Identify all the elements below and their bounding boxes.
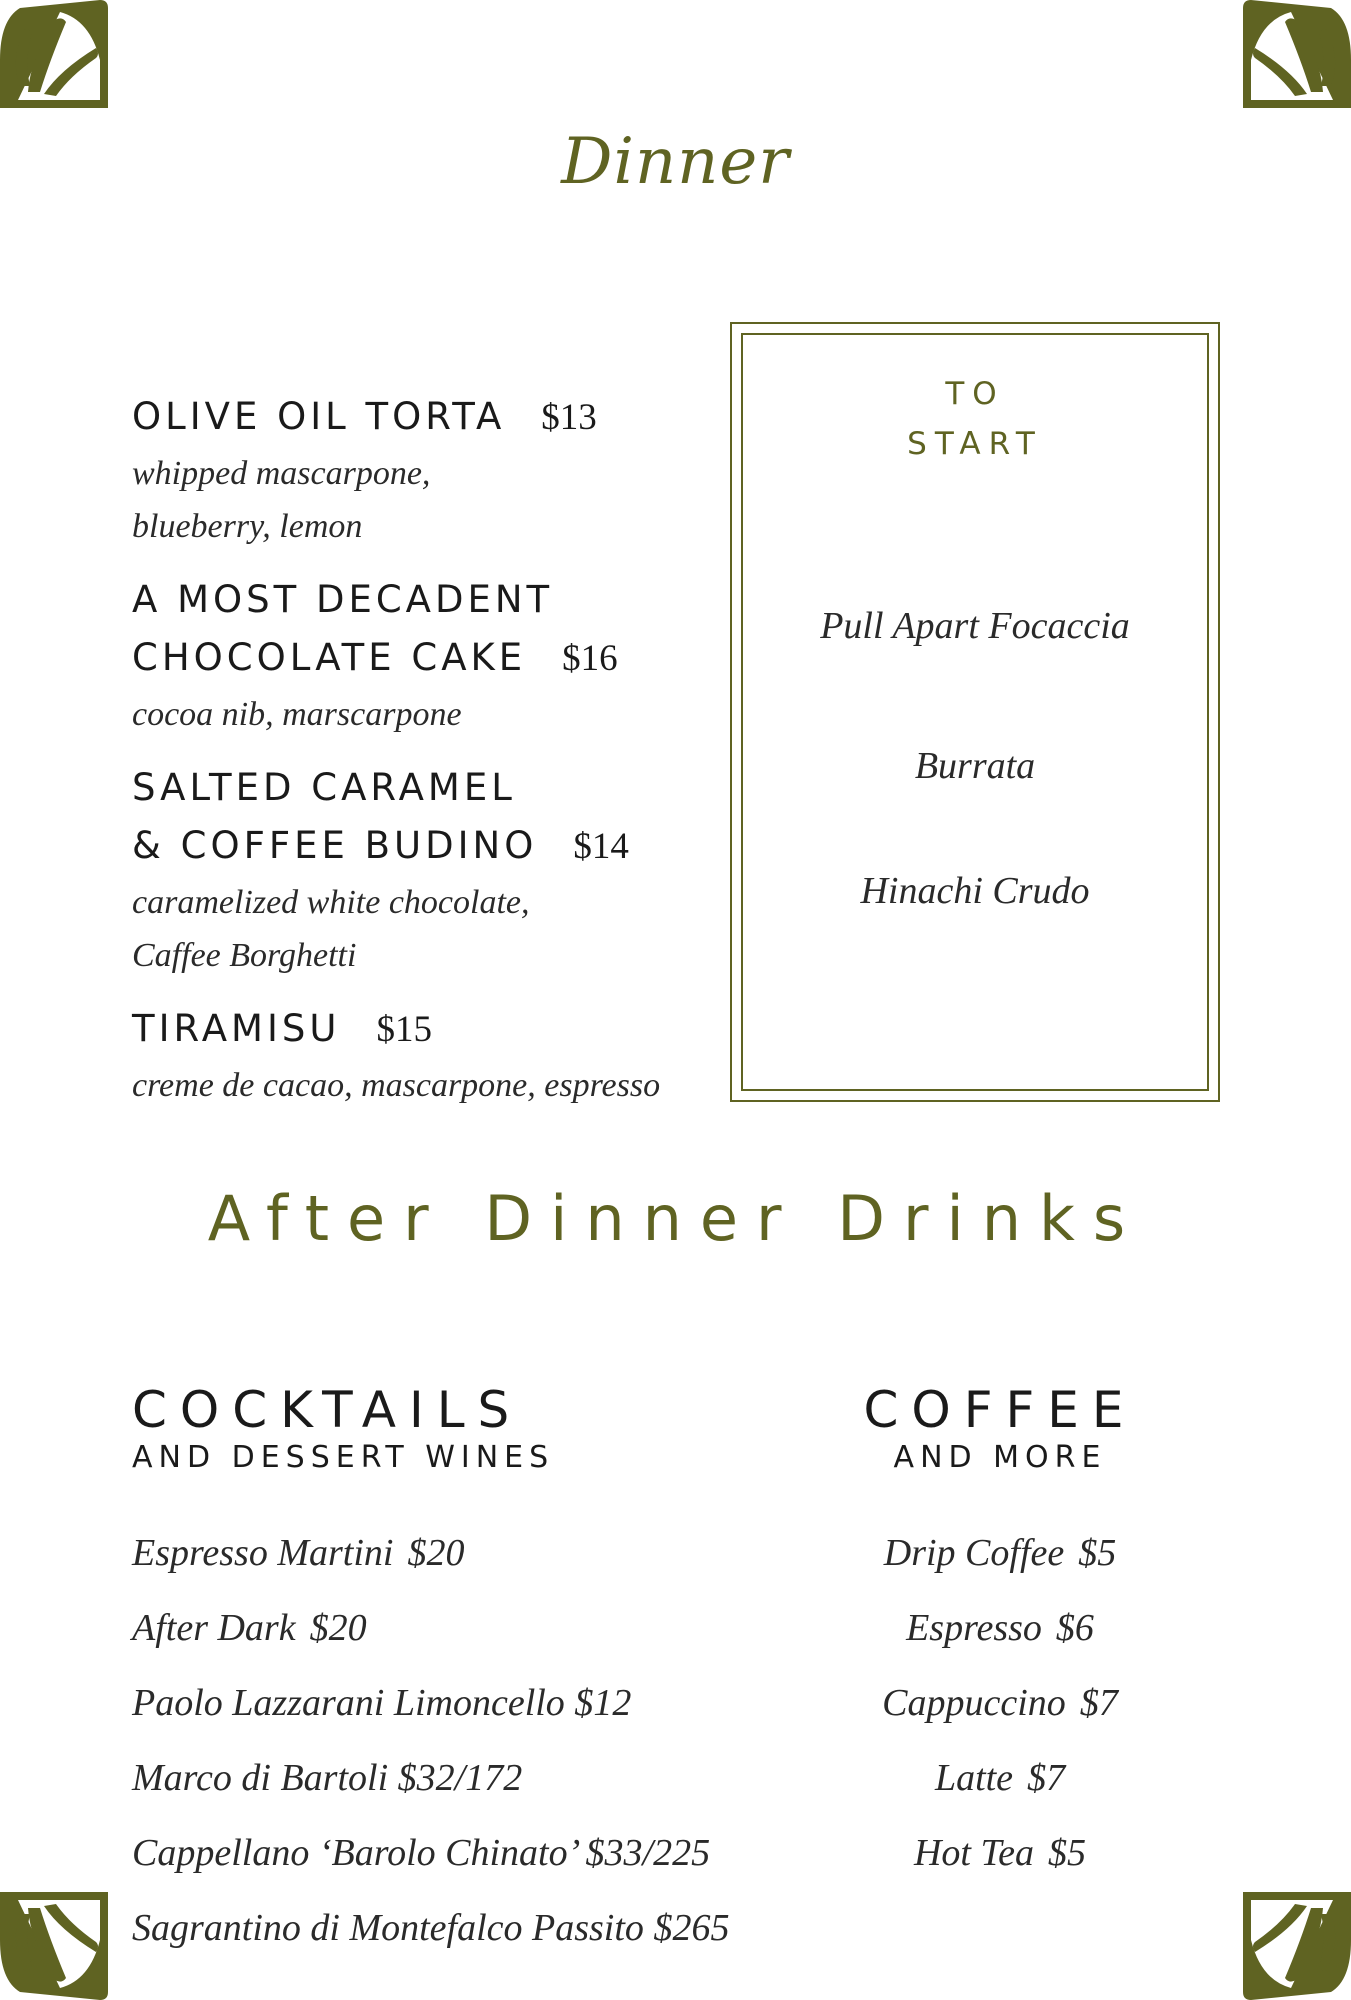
list-item: [132, 1816, 852, 1891]
after-dinner-drinks-title: After Dinner Drinks: [207, 1182, 1144, 1255]
dish-price: $14: [573, 826, 629, 867]
dish-name: CHOCOLATE CAKE: [132, 636, 527, 679]
cocktails-title: COCKTAILS: [132, 1381, 523, 1439]
drink-price: $5: [1078, 1532, 1117, 1574]
drink-price: $5: [1048, 1832, 1086, 1874]
drink-price: $7: [1079, 1682, 1118, 1724]
dessert-item-tiramisu: [132, 1000, 732, 1112]
dessert-item-budino: [132, 759, 732, 982]
corner-ornament-top-left-icon: [0, 0, 110, 110]
coffee-subtitle: AND MORE: [893, 1440, 1107, 1475]
list-item: [830, 1666, 1170, 1741]
dinner-title: Dinner: [561, 125, 790, 199]
list-item: [132, 1666, 852, 1741]
dish-description: whipped mascarpone,: [132, 455, 431, 492]
cocktail-list: [132, 1516, 852, 1966]
dish-price: $16: [562, 638, 618, 679]
drink-price: $33/225: [585, 1832, 711, 1874]
list-item: [132, 1591, 852, 1666]
start-item: Hinachi Crudo: [860, 870, 1090, 912]
dish-description: cocoa nib, marscarpone: [132, 696, 462, 733]
list-item: [830, 1816, 1170, 1891]
dessert-item-olive-oil-torta: [132, 388, 732, 553]
dish-description: creme de cacao, mascarpone, espresso: [132, 1067, 661, 1104]
dish-name: A MOST DECADENT: [132, 578, 554, 621]
drink-name: Paolo Lazzarani Limoncello: [132, 1682, 565, 1724]
drink-name: Hot Tea: [913, 1832, 1034, 1874]
dessert-list: [132, 388, 732, 1130]
list-item: [132, 1516, 852, 1591]
drink-name: Drip Coffee: [883, 1532, 1065, 1574]
drink-name: Cappuccino: [882, 1682, 1066, 1724]
dish-description: Caffee Borghetti: [132, 937, 357, 974]
drink-name: Espresso: [906, 1607, 1042, 1649]
start-item: Burrata: [914, 745, 1036, 787]
corner-ornament-bottom-right-icon: [1241, 1890, 1351, 2000]
list-item: [132, 1741, 852, 1816]
dish-name: & COFFEE BUDINO: [132, 824, 538, 867]
dish-name: SALTED CARAMEL: [132, 766, 516, 809]
start-item: Pull Apart Focaccia: [820, 605, 1130, 647]
list-item: [830, 1741, 1170, 1816]
dish-price: $15: [376, 1009, 432, 1050]
to-start-heading-line: START: [907, 426, 1043, 462]
drink-price: $32/172: [397, 1757, 523, 1799]
to-start-heading: [732, 369, 1218, 469]
drink-name: After Dark: [132, 1607, 296, 1649]
cocktails-section: [132, 1380, 852, 1966]
drink-price: $20: [407, 1532, 465, 1574]
dish-price: $13: [541, 397, 597, 438]
drink-name: Espresso Martini: [132, 1532, 394, 1574]
drink-name: Latte: [934, 1757, 1014, 1799]
drink-price: $12: [574, 1682, 632, 1724]
dish-name: OLIVE OIL TORTA: [132, 395, 506, 438]
drink-price: $7: [1027, 1757, 1066, 1799]
list-item: [830, 1591, 1170, 1666]
to-start-heading-line: TO: [945, 376, 1005, 412]
list-item: [132, 1891, 852, 1966]
coffee-section: [830, 1380, 1170, 1891]
corner-ornament-bottom-left-icon: [0, 1890, 110, 2000]
dessert-item-chocolate-cake: [132, 571, 732, 741]
list-item: [830, 1516, 1170, 1591]
coffee-title: COFFEE: [863, 1381, 1137, 1439]
dish-description: blueberry, lemon: [132, 508, 363, 545]
drink-name: Sagrantino di Montefalco Passito: [132, 1907, 644, 1949]
to-start-box: [730, 322, 1220, 1102]
corner-ornament-top-right-icon: [1241, 0, 1351, 110]
drink-price: $265: [653, 1907, 730, 1949]
dish-description: caramelized white chocolate,: [132, 884, 530, 921]
coffee-list: [830, 1516, 1170, 1891]
drink-name: Cappellano ‘Barolo Chinato’: [132, 1832, 577, 1874]
dish-name: TIRAMISU: [132, 1007, 341, 1050]
drink-price: $6: [1055, 1607, 1094, 1649]
cocktails-subtitle: AND DESSERT WINES: [132, 1440, 555, 1475]
drink-price: $20: [309, 1607, 367, 1649]
drink-name: Marco di Bartoli: [132, 1757, 389, 1799]
